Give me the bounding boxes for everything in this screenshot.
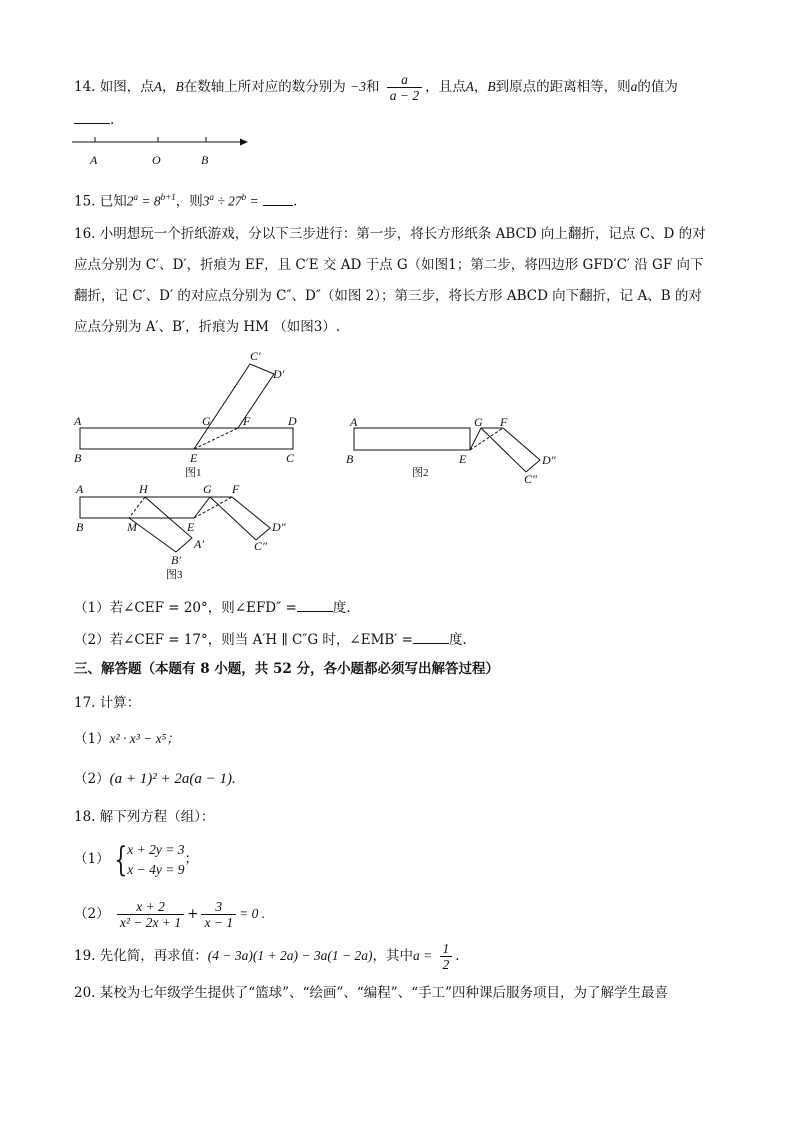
q17-title: 17. 计算： xyxy=(74,695,141,711)
q16-line1: 16. 小明想玩一个折纸游戏，分以下三步进行：第一步，将长方形纸条 ABCD 向上翻折，记点 C、D 的对 xyxy=(74,226,706,242)
svg-text:B: B xyxy=(346,452,354,466)
svg-text:F: F xyxy=(232,482,240,496)
svg-text:G: G xyxy=(203,482,212,496)
q14-fraction: $\frac{a}{a - 2}$ xyxy=(387,72,422,103)
svg-text:C″: C″ xyxy=(524,472,538,486)
axis-label-a: A xyxy=(90,153,98,167)
q18-part1: （1） { x + 2y = 3 x − 4y = 9 ； xyxy=(74,839,198,880)
number-line-figure xyxy=(70,132,260,172)
svg-text:A: A xyxy=(76,482,84,496)
equation-system: x + 2y = 3 x − 4y = 9 xyxy=(127,841,185,877)
svg-text:B′: B′ xyxy=(171,553,181,567)
svg-text:图3: 图3 xyxy=(166,569,183,581)
svg-text:E: E xyxy=(187,520,195,534)
svg-text:C″: C″ xyxy=(254,539,268,553)
q16-sub2: （2）若∠CEF = 17°，则当 A′H ∥ C″G 时，∠EMB′ = 度. xyxy=(74,632,467,648)
q17-part2: （2）(a + 1)² + 2a(a − 1). xyxy=(74,771,236,787)
q18-title: 18. 解下列方程（组）： xyxy=(74,809,215,825)
q15-text: 15. 已知$2^a = 8^{b+1}$，则$3^a \div 27^b$ = . xyxy=(74,192,298,210)
svg-text:F: F xyxy=(500,415,508,429)
figure-1 xyxy=(73,349,297,479)
svg-text:图1: 图1 xyxy=(185,467,202,479)
q20-text: 20. 某校为七年级学生提供了“篮球”、“绘画”、“编程”、“手工”四种课后服务项目，为了解学生最喜 xyxy=(74,985,668,1001)
brace-icon: { xyxy=(113,839,127,880)
svg-text:A: A xyxy=(74,414,82,428)
fold-figures xyxy=(0,340,794,590)
q16-line4: 应点分别为 A′、B′，折痕为 HM （如图3）. xyxy=(74,319,341,335)
svg-text:H: H xyxy=(139,482,148,496)
svg-text:D″: D″ xyxy=(272,520,286,534)
svg-text:B: B xyxy=(74,451,82,465)
q17-part1: （1）x² · x³ − x⁵； xyxy=(74,731,180,747)
q16-sub1: （1）若∠CEF = 20°，则∠EFD″ = 度. xyxy=(74,600,351,616)
svg-text:E: E xyxy=(459,452,467,466)
svg-text:G: G xyxy=(202,414,211,428)
figure-2 xyxy=(346,415,557,486)
svg-text:E: E xyxy=(190,451,198,465)
q16-line2: 应点分别为 C′、D′，折痕为 EF，且 C′E 交 AD 于点 G（如图1；第二步，将四边形 GFD′C′ 沿 GF 向下 xyxy=(74,257,704,273)
svg-text:M: M xyxy=(127,520,137,534)
q14-answer-blank: . xyxy=(74,110,114,129)
q19-text: 19. 先化简，再求值：(4 − 3a)(1 + 2a) − 3a(1 − 2a)，其中a = $\frac{1}{2}$ . xyxy=(74,941,460,972)
q14-text: 14. 如图，点A，B在数轴上所对应的数分别为 −3和 $\frac{a}{a - 2}$ ，且点A，B到原点的距离相等，则a的值为 xyxy=(74,72,678,103)
svg-text:A: A xyxy=(350,415,358,429)
svg-text:D′: D′ xyxy=(273,367,285,381)
svg-text:C: C xyxy=(286,451,295,465)
svg-text:A′: A′ xyxy=(194,537,204,551)
svg-text:图2: 图2 xyxy=(412,467,429,479)
q16-line3: 翻折，记 C′、D′ 的对应点分别为 C″、D″（如图 2）；第三步，将长方形 ABCD 向下翻折，记 A、B 的对 xyxy=(74,288,702,304)
svg-text:F: F xyxy=(243,414,251,428)
section3-title: 三、解答题（本题有 8 小题，共 52 分，各小题都必须写出解答过程） xyxy=(74,661,499,677)
svg-text:D: D xyxy=(288,414,297,428)
svg-text:D″: D″ xyxy=(542,453,556,467)
svg-text:B: B xyxy=(76,520,84,534)
q18-part2: （2） $\frac{x + 2}{\text{x² − 2x + 1}}$ + $\frac{3}{x - 1}$ = 0 . xyxy=(74,899,266,930)
axis-label-b: B xyxy=(201,153,209,167)
svg-text:G: G xyxy=(474,415,483,429)
svg-text:C′: C′ xyxy=(250,349,261,363)
figure-3 xyxy=(75,482,287,581)
axis-label-o: O xyxy=(152,153,161,167)
